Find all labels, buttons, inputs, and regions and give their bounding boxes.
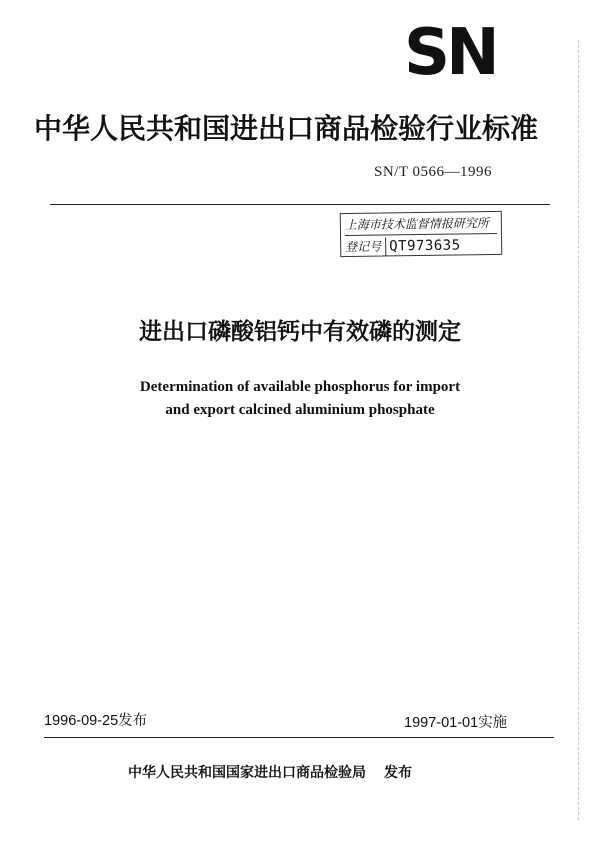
standard-number: SN/T 0566—1996: [374, 164, 492, 180]
stamp-institute-name: 上海市技术监督情报研究所: [345, 214, 497, 236]
publisher-name: 中华人民共和国国家进出口商品检验局: [128, 765, 366, 781]
document-title-en-line1: Determination of available phosphorus for import: [139, 379, 461, 395]
sn-logo: SN: [404, 16, 496, 90]
standard-category-title: 中华人民共和国进出口商品检验行业标准: [34, 112, 539, 145]
document-title-en: [0, 376, 600, 422]
registration-stamp: [340, 211, 503, 257]
top-divider: [50, 204, 550, 205]
implementation-date: 1997-01-01实施: [404, 715, 508, 731]
publisher: [128, 762, 412, 782]
document-title-cn: 进出口磷酸铝钙中有效磷的测定: [139, 319, 461, 345]
page-edge-line: [578, 40, 579, 820]
issue-date: 1996-09-25发布: [44, 713, 148, 729]
stamp-registration-label: 登记号: [345, 237, 386, 256]
stamp-registration-number: QT973635: [389, 237, 461, 255]
publisher-suffix: 发布: [384, 765, 412, 781]
stamp-registration-row: [345, 234, 497, 254]
document-title-en-line2: and export calcined aluminium phosphate: [165, 402, 435, 418]
bottom-divider: [44, 737, 554, 738]
